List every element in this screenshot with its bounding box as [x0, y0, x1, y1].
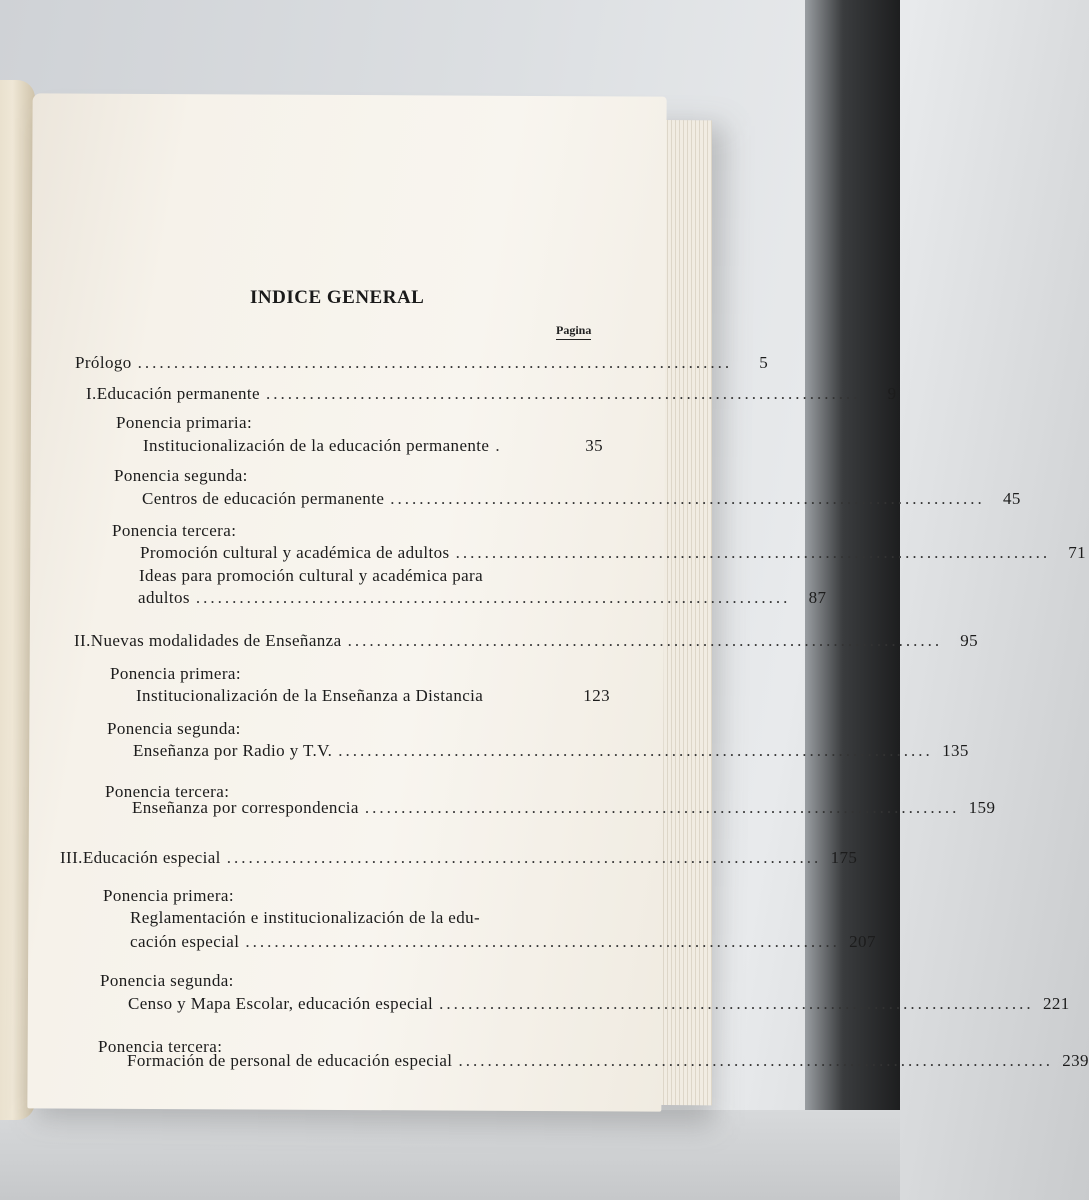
entry-page: 239	[1062, 1051, 1089, 1070]
leader-dots: ..................................................................................	[390, 489, 985, 508]
ponencia-label: Ponencia segunda:	[107, 719, 241, 738]
ponencia-label: Ponencia tercera:	[98, 1037, 223, 1056]
entry-text: Prólogo	[75, 353, 132, 372]
entry-text: Promoción cultural y académica de adultos	[140, 543, 450, 562]
toc-entry-prologo	[75, 353, 769, 373]
section-number: I.	[86, 384, 97, 403]
entry-page: 9	[887, 384, 897, 403]
entry-text: Enseñanza por Radio y T.V.	[133, 741, 333, 760]
entry-text: Educación especial	[82, 848, 221, 867]
leader-dots: .	[495, 436, 503, 455]
entry-text: Educación permanente	[96, 384, 261, 403]
toc-entry-section-1	[86, 384, 897, 404]
ponencia-label: Ponencia primaria:	[116, 413, 253, 432]
entry-page: 159	[968, 798, 996, 817]
toc-entry	[133, 741, 969, 761]
ponencia-label: Ponencia primera:	[110, 664, 241, 683]
toc-entry	[127, 1051, 1089, 1071]
entry-text: adultos	[138, 588, 190, 607]
leader-dots: ..................................................................................	[266, 384, 861, 403]
entry-page: 95	[960, 631, 979, 650]
toc-entry	[142, 489, 1021, 509]
entry-text-line: Ideas para promoción cultural y académica para	[139, 566, 484, 585]
toc-entry	[128, 994, 1070, 1014]
leader-dots: ..................................................................................	[347, 631, 943, 650]
leader-dots: ..................................................................................	[458, 1051, 1053, 1070]
page-column-label: Pagina	[556, 323, 591, 340]
leader-dots: ..................................................................................	[226, 848, 822, 867]
leader-dots: ..................................................................................	[338, 741, 933, 760]
entry-text: cación especial	[130, 932, 240, 951]
toc-entry-section-2	[74, 631, 979, 651]
leader-dots: ..................................................................................	[439, 994, 1034, 1013]
entry-page: 207	[849, 932, 876, 951]
entry-page: 5	[759, 353, 769, 372]
entry-page: 175	[830, 848, 858, 867]
entry-text: Enseñanza por correspondencia	[132, 798, 359, 817]
entry-page: 35	[585, 436, 603, 455]
leader-dots: ..................................................................................	[137, 353, 733, 372]
toc-entry	[136, 686, 610, 706]
entry-text: Nuevas modalidades de Enseñanza	[90, 631, 342, 650]
ponencia-label: Ponencia tercera:	[112, 521, 237, 540]
entry-page: 87	[808, 588, 827, 607]
entry-text: Censo y Mapa Escolar, educación especial	[128, 994, 434, 1013]
ponencia-label: Ponencia segunda:	[100, 971, 234, 990]
entry-page: 71	[1068, 543, 1087, 562]
ponencia-label: Ponencia segunda:	[114, 466, 248, 485]
section-number: III.	[60, 848, 83, 867]
entry-page: 45	[1002, 489, 1021, 508]
entry-page: 221	[1042, 994, 1070, 1013]
entry-text: Centros de educación permanente	[142, 489, 385, 508]
toc-title: INDICE GENERAL	[250, 287, 425, 308]
entry-page: 135	[942, 741, 969, 760]
toc-entry	[138, 588, 827, 608]
ponencia-label: Ponencia primera:	[103, 886, 234, 905]
toc-entry	[143, 436, 603, 456]
entry-text-line: Reglamentación e institucionalización de la edu-	[130, 908, 481, 927]
toc-entry	[130, 932, 876, 952]
toc-entry	[132, 798, 996, 818]
leader-dots: ..................................................................................	[364, 798, 960, 817]
entry-page: 123	[583, 686, 610, 705]
ponencia-label: Ponencia tercera:	[105, 782, 230, 801]
entry-text: Institucionalización de la Enseñanza a Distancia	[136, 686, 484, 705]
toc-entry	[140, 543, 1087, 563]
entry-text: Formación de personal de educación especial	[127, 1051, 453, 1070]
leader-dots: ..................................................................................	[195, 588, 791, 607]
leader-dots: ..................................................................................	[245, 932, 840, 951]
leader-dots: ..................................................................................	[455, 543, 1051, 562]
section-number: II.	[74, 631, 91, 650]
table-surface	[0, 1110, 900, 1200]
toc-entry-section-3	[60, 848, 858, 868]
entry-text: Institucionalización de la educación permanente	[143, 436, 490, 455]
